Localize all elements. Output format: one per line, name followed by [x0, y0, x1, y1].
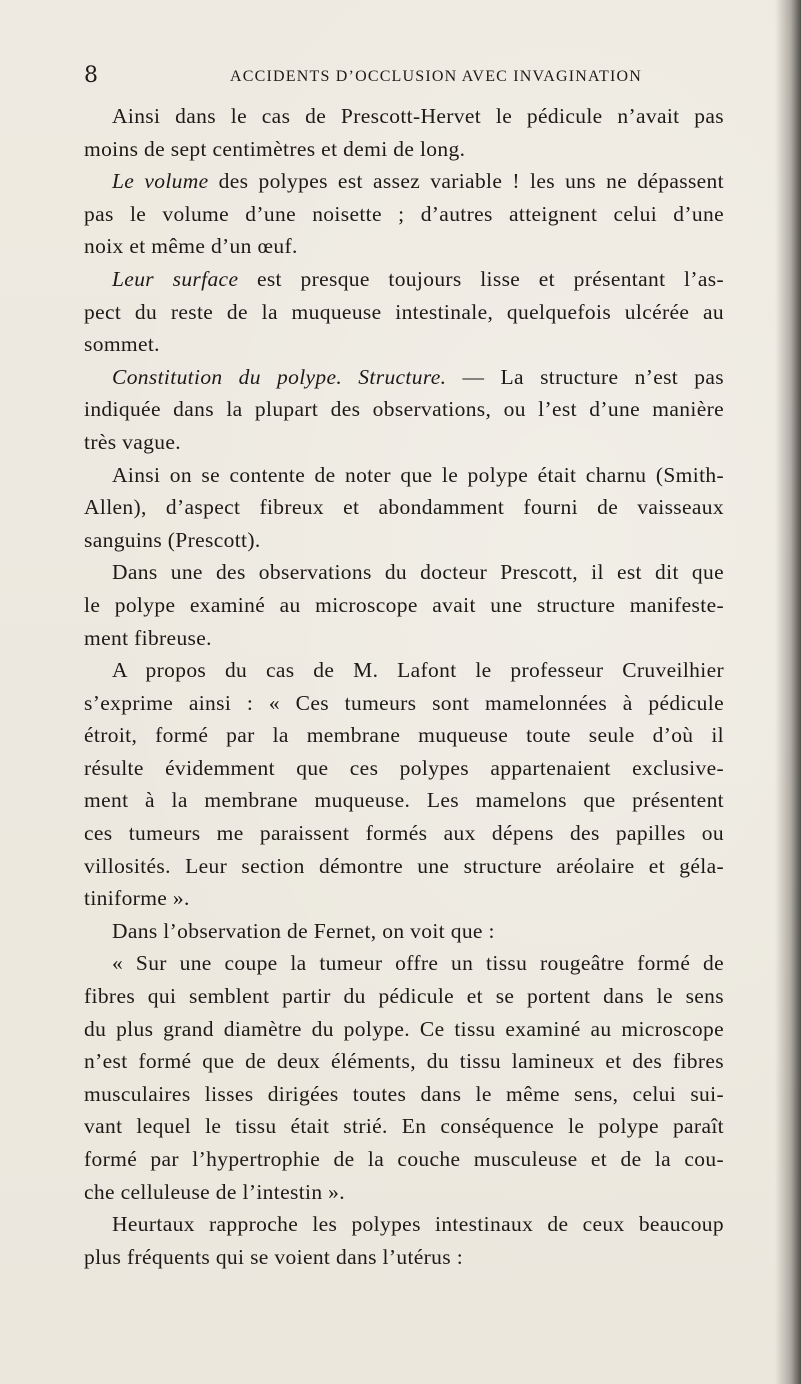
text-line: Dans l’observation de Fernet, on voit que :	[112, 918, 495, 943]
text-line: du plus grand diamètre du polype. Ce tissu examiné au microscope	[84, 1016, 724, 1041]
text-line: Ainsi dans le cas de Prescott-Hervet le pédicule n’avait pas	[112, 104, 724, 128]
text-line: le polype examiné au microscope avait une structure manifeste-	[84, 592, 724, 617]
text-line: résulte évidemment que ces polypes appartenaient exclusive-	[84, 755, 724, 780]
body-text	[84, 100, 724, 1273]
text-line: villosités. Leur section démontre une structure aréolaire et géla-	[84, 853, 724, 878]
page-number: 8	[84, 63, 99, 88]
text-line: indiquée dans la plupart des observations, ou l’est d’une manière	[84, 397, 724, 422]
text-line: moins de sept centimètres et demi de long.	[84, 136, 466, 161]
text-line: vant lequel le tissu était strié. En conséquence le polype paraît	[84, 1114, 724, 1139]
text-line: Allen), d’aspect fibreux et abondamment fourni de vaisseaux	[84, 495, 724, 520]
running-head: ACCIDENTS D’OCCLUSION AVEC INVAGINATION	[230, 68, 642, 85]
text-line: Heurtaux rapproche les polypes intestinaux de ceux beaucoup	[112, 1212, 724, 1237]
text-line: s’exprime ainsi : « Ces tumeurs sont mamelonnées à pédicule	[84, 690, 724, 715]
text-line: Constitution du polype. Structure. — La structure n’est pas	[112, 364, 724, 389]
text-line: Dans une des observations du docteur Prescott, il est dit que	[112, 560, 724, 585]
text-line: pect du reste de la muqueuse intestinale, quelquefois ulcérée au	[84, 299, 724, 324]
text-line: Leur surface est presque toujours lisse et présentant l’as-	[112, 266, 724, 291]
text-line: formé par l’hypertrophie de la couche musculeuse et de la cou-	[84, 1147, 724, 1171]
page-edge-shadow	[775, 0, 801, 1384]
text-line: sommet.	[84, 332, 160, 357]
text-line: « Sur une coupe la tumeur offre un tissu rougeâtre formé de	[112, 951, 724, 976]
text-line: musculaires lisses dirigées toutes dans le même sens, celui sui-	[84, 1081, 724, 1106]
text-line: pas le volume d’une noisette ; d’autres atteignent celui d’une	[84, 201, 724, 226]
text-line: sanguins (Prescott).	[84, 527, 261, 552]
text-line: Le volume des polypes est assez variable ! les uns ne dépassent	[112, 169, 724, 194]
text-line: ment à la membrane muqueuse. Les mamelons que présentent	[84, 788, 724, 813]
text-line: A propos du cas de M. Lafont le professeur Cruveilhier	[112, 658, 724, 683]
text-line: n’est formé que de deux éléments, du tissu lamineux et des fibres	[84, 1049, 724, 1074]
page-header	[84, 62, 644, 90]
text-line: tiniforme ».	[84, 886, 190, 911]
text-line: étroit, formé par la membrane muqueuse toute seule d’où il	[84, 723, 724, 748]
text-line: che celluleuse de l’intestin ».	[84, 1179, 345, 1204]
text-line: plus fréquents qui se voient dans l’utérus :	[84, 1244, 464, 1269]
text-line: Ainsi on se contente de noter que le polype était charnu (Smith-	[112, 462, 724, 487]
text-line: très vague.	[84, 429, 181, 454]
text-line: ces tumeurs me paraissent formés aux dépens des papilles ou	[84, 821, 724, 846]
text-line: noix et même d’un œuf.	[84, 234, 298, 259]
text-line: ment fibreuse.	[84, 625, 212, 650]
text-line: fibres qui semblent partir du pédicule et se portent dans le sens	[84, 984, 724, 1009]
